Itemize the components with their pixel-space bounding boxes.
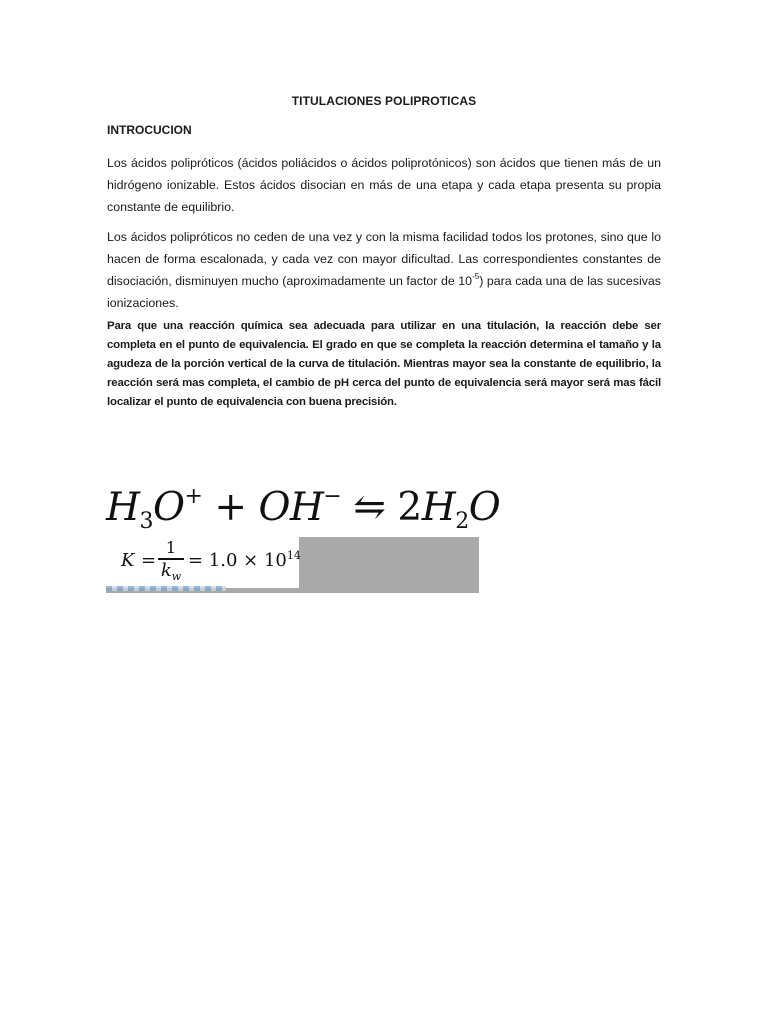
- paragraph-titration-condition: Para que una reacción química sea adecuada para utilizar en una titulación, la reacción debe ser completa en el punto de equivalencia. El grado en que se completa la reacción determina el tamaño y la agudeza de la porción vertical de la curva de titulación. Mientras mayor sea la constante de equilibrio, la reacción será mas completa, el cambio de pH cerca del punto de equivalencia será mayor será mas fácil localizar el punto de equivalencia con buena precisión.: [107, 320, 661, 408]
- fraction: [158, 539, 184, 581]
- constant-value-text: = 1.0 × 10: [188, 550, 287, 571]
- equilibrium-constant-equation: [106, 537, 299, 588]
- constant-exponent: 14: [286, 549, 301, 562]
- eq-h2-sub: 2: [455, 509, 469, 534]
- eq-o: O: [153, 485, 185, 530]
- paragraph-dissociation: [107, 226, 661, 314]
- equals-sign: =: [141, 550, 157, 571]
- neutralization-equation: [106, 478, 501, 537]
- exponent-superscript: -5: [472, 272, 480, 281]
- constant-value: [188, 550, 301, 571]
- eq-h: H: [106, 485, 140, 530]
- kw-subscript: w: [171, 569, 182, 583]
- eq-o-sup: +: [184, 484, 203, 509]
- eq-h-sub: 3: [139, 509, 154, 534]
- equation-image: [106, 478, 501, 593]
- eq-oh-sup: −: [323, 484, 342, 509]
- fraction-denominator: [158, 561, 184, 581]
- eq-o2: O: [468, 485, 501, 530]
- paragraph-dissociation-tail: ) para cada una de las sucesivas ionizaciones.: [107, 274, 661, 310]
- k-symbol: K: [121, 550, 135, 571]
- equilibrium-arrow: ⇋: [353, 485, 386, 530]
- document-title: TITULACIONES POLIPROTICAS: [291, 94, 477, 108]
- image-edge-artifact: [106, 586, 226, 591]
- eq-h2: H: [421, 485, 456, 530]
- eq-oh: OH: [258, 485, 324, 530]
- eq-plus: +: [214, 485, 247, 530]
- fraction-numerator: 1: [165, 538, 177, 557]
- paragraph-dissociation-text: Los ácidos polipróticos no ceden de una vez y con la misma facilidad todos los protones, sino que lo hacen de forma escalonada, y cada vez con mayor dificultad. Las correspondientes constantes de disociación, disminuyen mucho (aproximadamente un factor de 10: [107, 230, 661, 288]
- paragraph-intro: Los ácidos polipróticos (ácidos poliácidos o ácidos poliprotónicos) son ácidos que tienen más de un hidrógeno ionizable. Estos ácidos disocian en más de una etapa y cada etapa presenta su propia constante de equilibrio.: [107, 156, 661, 214]
- eq-coefficient: 2: [397, 485, 422, 530]
- section-heading: INTROCUCION: [107, 123, 192, 137]
- kw-symbol: k: [160, 559, 172, 581]
